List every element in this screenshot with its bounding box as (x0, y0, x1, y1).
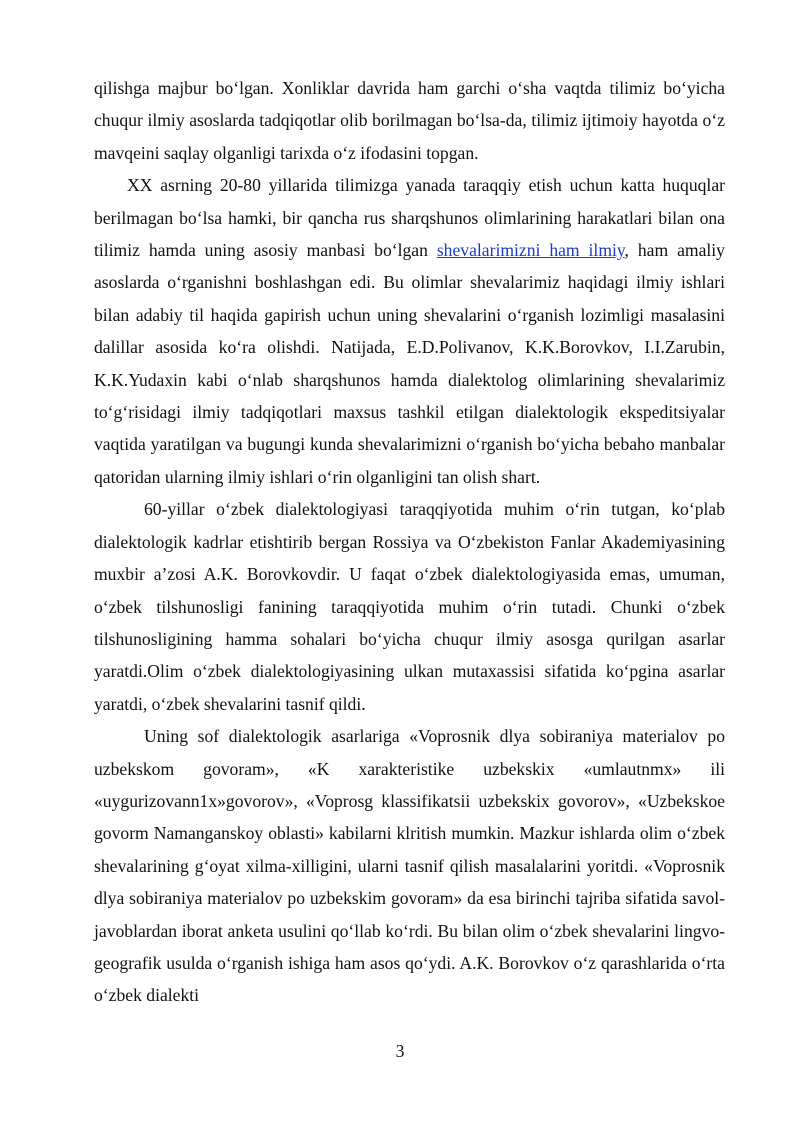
paragraph-2 (94, 169, 725, 493)
paragraph-1: qilishga majbur bo‘lgan. Xonliklar davrida ham garchi o‘sha vaqtda tilimiz bo‘yicha chuqur ilmiy asoslarda tadqiqotlar olib borilmagan bo‘lsa-da, tilimiz ijtimoiy hayotda o‘z mavqeini saqlay olganligi tarixda o‘z ifodasini topgan. (94, 78, 725, 163)
paragraph-3: 60-yillar o‘zbek dialektologiyasi taraqqiyotida muhim o‘rin tutgan, ko‘plab dialektologik kadrlar etishtirib bergan Rossiya va O‘zbekiston Fanlar Akademiyasining muxbir a’zosi A.K. Borovkovdir. U faqat o‘zbek dialektologiyasida emas, umuman, o‘zbek tilshunosligi fanining taraqqiyotida muhim o‘rin tutadi. Chunki o‘zbek tilshunosligining hamma sohalari bo‘yicha chuqur ilmiy asosga qurilgan asarlar yaratdi.Olim o‘zbek dialektologiyasining ulkan mutaxassisi sifatida ko‘pgina asarlar yaratdi, o‘zbek shevalarini tasnif qildi. (94, 499, 725, 714)
shevalar-link[interactable]: shevalarimizni ham ilmiy (436, 240, 625, 261)
page-number: 3 (395, 1041, 405, 1061)
paragraph-2-text-end: , ham amaliy asoslarda o‘rganishni boshlashgan edi. Bu olimlar shevalarimiz haqidagi ilmiy ishlari bilan adabiy til haqida gapirish uchun uning shevalarini o‘rganish lozimligi masalasini dalillar asosida ko‘ra olishdi. Natijada, E.D.Polivanov, K.K.Borovkov, I.I.Zarubin, K.K.Yudaxin kabi o‘nlab sharqshunos hamda dialektolog olimlarining shevalarimiz to‘g‘risidagi ilmiy tadqiqotlari maxsus tashkil etilgan dialektologik ekspeditsiyalar vaqtida yaratilgan va bugungi kunda shevalarimizni o‘rganish bo‘yicha bebaho manbalar qatoridan ularning ilmiy ishlari o‘rin olganligini tan olish shart. (94, 240, 725, 487)
body-text (94, 72, 725, 1012)
paragraph-4: Uning sof dialektologik asarlariga «Voprosnik dlya sobiraniya materialov po uzbekskom govoram», «K xarakteristike uzbekskix «umlautnmx» ili «uygurizovann1x»govorov», «Voprosg klassifikatsii uzbekskix govorov», «Uzbekskoe govorm Namanganskoy oblasti» kabilarni klritish mumkin. Mazkur ishlarda olim o‘zbek shevalarining g‘oyat xilma-xilligini, ularni tasnif qilish masalalarini yoritdi. «Voprosnik dlya sobiraniya materialov po uzbekskim govoram» da esa birinchi tajriba sifatida savol-javoblardan iborat anketa usulini qo‘llab ko‘rdi. Bu bilan olim o‘zbek shevalarini lingvo-geografik usulda o‘rganish ishiga ham asos qo‘ydi. A.K. Borovkov o‘z qarashlarida o‘rta o‘zbek dialekti (94, 726, 725, 1006)
paragraph-2-text-start: XX asrning 20-80 yillarida tilimizga yanada taraqqiy etish uchun katta huquqlar berilmagan bo‘lsa hamki, bir qancha rus sharqshunos olimlarining harakatlari bilan ona tilimiz hamda uning asosiy manbasi bo‘lgan (94, 175, 725, 261)
